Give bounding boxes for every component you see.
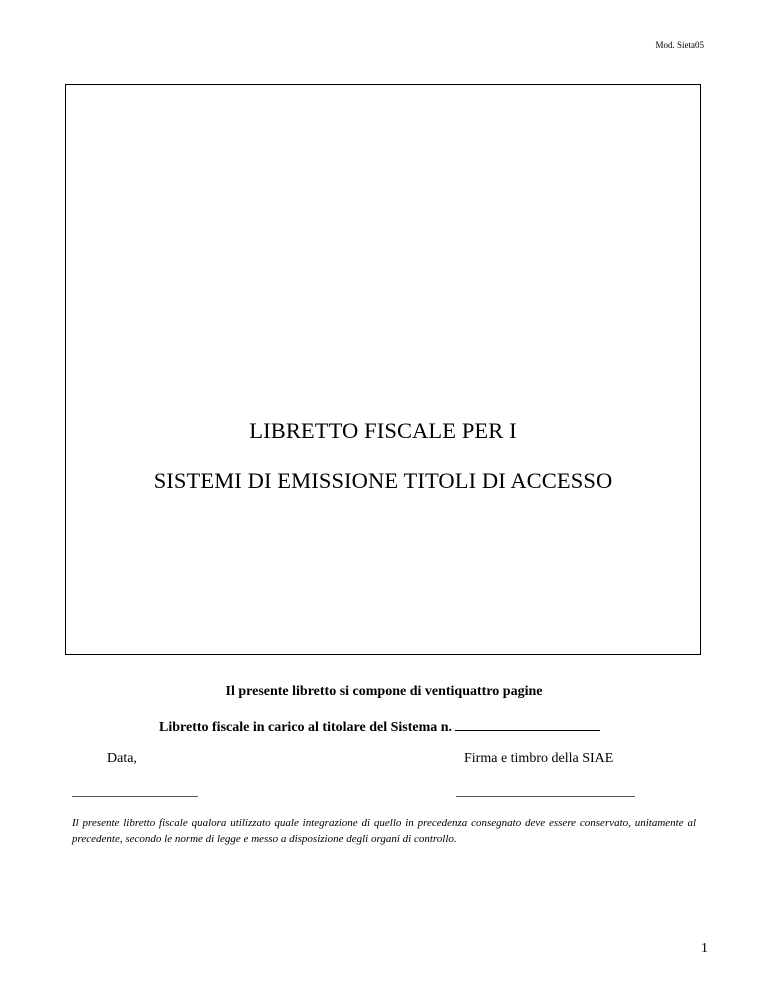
holder-line: [159, 717, 600, 736]
date-signature-line[interactable]: [72, 796, 198, 797]
cover-title-line-1: LIBRETTO FISCALE PER I: [249, 418, 517, 443]
date-label: Data,: [107, 751, 137, 766]
pages-note: Il presente libretto si compone di ventiquattro pagine: [225, 684, 543, 699]
signature-label: Firma e timbro della SIAE: [464, 751, 614, 766]
system-number-field[interactable]: [455, 717, 600, 731]
mod-code: Mod. Sieta05: [655, 40, 704, 50]
cover-title-line-2: SISTEMI DI EMISSIONE TITOLI DI ACCESSO: [153, 468, 613, 493]
siae-signature-line[interactable]: [456, 796, 635, 797]
holder-text: Libretto fiscale in carico al titolare del Sistema n.: [159, 720, 453, 735]
cover-frame: [65, 84, 701, 655]
footnote: Il presente libretto fiscale qualora utilizzato quale integrazione di quello in precedenza consegnato deve essere conservato, unitamente al precedente, secondo le norme di legge e messo a disposizione degli organi di controllo.: [72, 817, 696, 845]
page-number: 1: [701, 941, 708, 956]
